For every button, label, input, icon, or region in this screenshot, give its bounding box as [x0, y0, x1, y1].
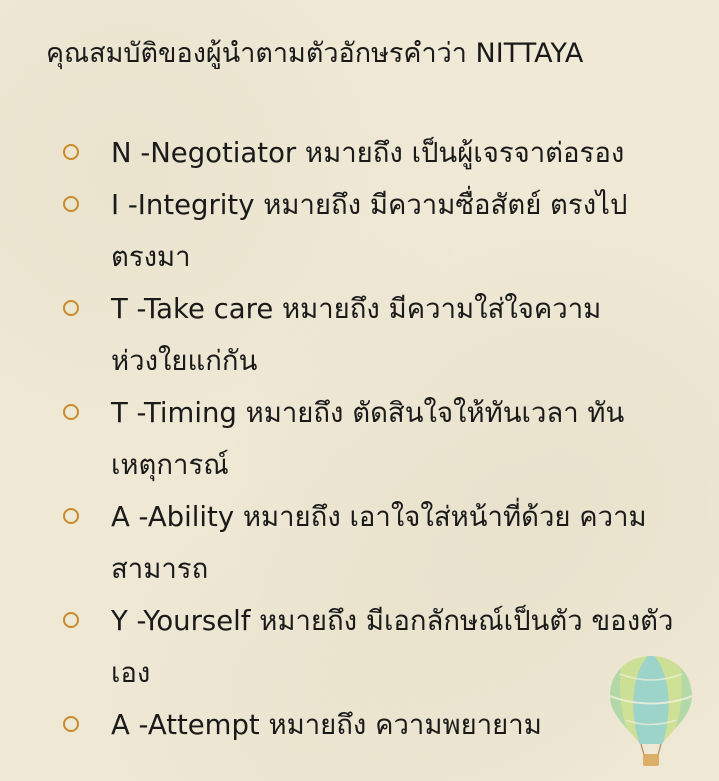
list-item-text: T -Take care หมายถึง มีความใส่ใจความ ห่วงใยแก่กัน [111, 293, 602, 377]
list-item [60, 283, 680, 387]
list-item-text: T -Timing หมายถึง ตัดสินใจให้ทันเวลา ทันเหตุการณ์ [111, 397, 625, 481]
list-item-text: Y -Yourself หมายถึง มีเอกลักษณ์เป็นตัว ของตัวเอง [111, 605, 674, 689]
hollow-circle-bullet-icon [63, 300, 79, 316]
list-item-text: N -Negotiator หมายถึง เป็นผู้เจรจาต่อรอง [111, 137, 625, 169]
bullet-list [60, 127, 680, 751]
hollow-circle-bullet-icon [63, 196, 79, 212]
hollow-circle-bullet-icon [63, 508, 79, 524]
hollow-circle-bullet-icon [63, 612, 79, 628]
list-item-text: I -Integrity หมายถึง มีความซื่อสัตย์ ตรงไป ตรงมา [111, 189, 628, 273]
hollow-circle-bullet-icon [63, 404, 79, 420]
list-item [60, 387, 680, 491]
list-item-text: A -Ability หมายถึง เอาใจใส่หน้าที่ด้วย ความสามารถ [111, 501, 647, 585]
list-item [60, 699, 680, 751]
list-item [60, 491, 680, 595]
list-item [60, 595, 680, 699]
list-item-text: A -Attempt หมายถึง ความพยายาม [111, 709, 542, 741]
hollow-circle-bullet-icon [63, 716, 79, 732]
hot-air-balloon-icon [606, 652, 696, 770]
list-item [60, 179, 680, 283]
page-title: คุณสมบัติของผู้นำตามตัวอักษรคำว่า NITTAYA [46, 38, 584, 69]
hollow-circle-bullet-icon [63, 144, 79, 160]
list-item [60, 127, 680, 179]
